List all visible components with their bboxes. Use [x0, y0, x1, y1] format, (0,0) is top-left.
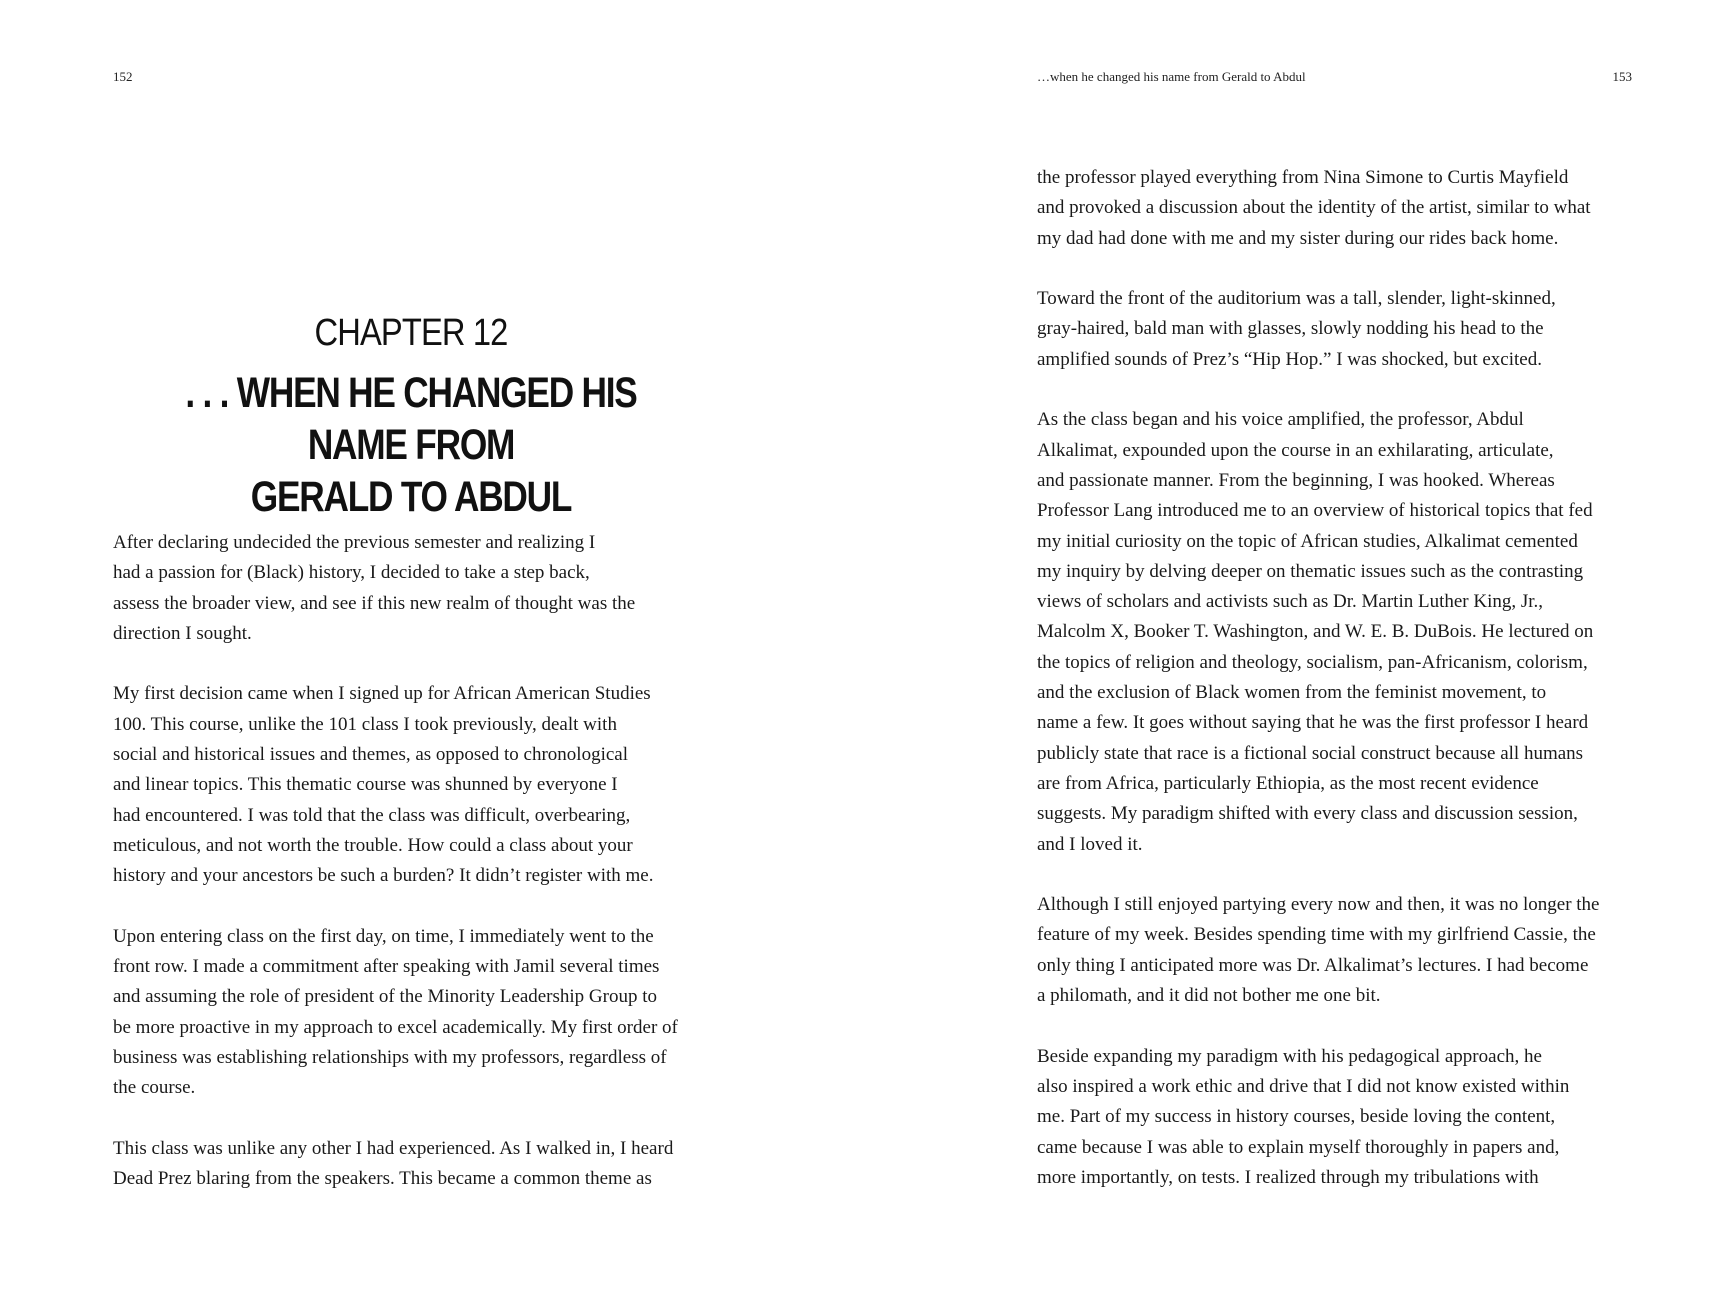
body-text-right	[1037, 163, 1637, 1223]
paragraph: the professor played everything from Nina Simone to Curtis Mayfield and provoked a discussion about the identity of the artist, similar to what my dad had done with me and my sister during our rides back home.	[1037, 167, 1591, 249]
paragraph: Although I still enjoyed partying every now and then, it was no longer the feature of my week. Besides spending time with my girlfriend Cassie, the only thing I anticipated more was Dr. Alkalimat’s lectures. I had become a philomath, and it did not bother me one bit.	[1037, 894, 1600, 1007]
chapter-title-line-2: GERALD TO ABDUL	[250, 473, 572, 521]
chapter-label: CHAPTER 12	[314, 312, 508, 354]
paragraph: My first decision came when I signed up for African American Studies 100. This course, unlike the 101 class I took previously, dealt with social and historical issues and themes, as opposed to chronological and linear topics. This thematic course was shunned by everyone I had encountered. I was told that the class was difficult, overbearing, meticulous, and not worth the trouble. How could a class about your history and your ancestors be such a burden? It didn’t register with me.	[113, 683, 654, 887]
paragraph: After declaring undecided the previous semester and realizing I had a passion for (Black) history, I decided to take a step back, assess the broader view, and see if this new realm of thought was the direction I sought.	[113, 532, 636, 644]
paragraph: This class was unlike any other I had experienced. As I walked in, I heard Dead Prez blaring from the speakers. This became a common theme as	[113, 1137, 674, 1190]
page-number: 153	[1612, 69, 1632, 84]
paragraph: Toward the front of the auditorium was a tall, slender, light-skinned, gray-haired, bald man with glasses, slowly nodding his head to the amplified sounds of Prez’s “Hip Hop.” I was shocked, but excited.	[1037, 288, 1556, 370]
right-page	[864, 0, 1728, 1296]
body-text-left	[113, 528, 723, 1225]
page-number: 152	[113, 69, 133, 84]
chapter-title-line-1: . . . WHEN HE CHANGED HIS NAME FROM	[185, 369, 637, 469]
running-head: …when he changed his name from Gerald to Abdul	[1037, 69, 1306, 84]
paragraph: Beside expanding my paradigm with his pedagogical approach, he also inspired a work ethic and drive that I did not know existed within me. Part of my success in history courses, beside loving the content, came because I was able to explain myself thoroughly in papers and, more importantly, on tests. I realized through my tribulations with	[1037, 1045, 1570, 1188]
paragraph: As the class began and his voice amplified, the professor, Abdul Alkalimat, expounded upon the course in an exhilarating, articulate, and passionate manner. From the beginning, I was hooked. Whereas Professor Lang introduced me to an overview of historical topics that fed my initial curiosity on the topic of African studies, Alkalimat cemented my inquiry by delving deeper on thematic issues such as the contrasting views of scholars and activists such as Dr. Martin Luther King, Jr., Malcolm X, Booker T. Washington, and W. E. B. DuBois. He lectured on the topics of religion and theology, socialism, pan-Africanism, colorism, and the exclusion of Black women from the feminist movement, to name a few. It goes without saying that he was the first professor I heard publicly state that race is a fictional social construct because all humans are from Africa, particularly Ethiopia, as the most recent evidence suggests. My paradigm shifted with every class and discussion session, and I loved it.	[1037, 409, 1594, 855]
paragraph: Upon entering class on the first day, on time, I immediately went to the front row. I made a commitment after speaking with Jamil several times and assuming the role of president of the Minority Leadership Group to be more proactive in my approach to excel academically. My first order of business was establishing relationships with my professors, regardless of the course.	[113, 925, 678, 1099]
chapter-title	[148, 367, 674, 523]
